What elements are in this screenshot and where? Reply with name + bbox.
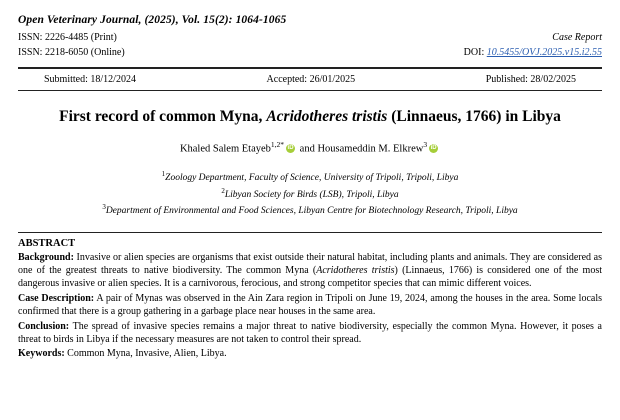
abstract-conclusion-text: The spread of invasive species remains a major threat to native biodiversity, especially the common Myna. However, it poses a threat to birds in Libya if the necessary measures are not taken to control their spread. bbox=[18, 320, 602, 345]
abstract-body bbox=[18, 251, 602, 361]
doi-label: DOI: bbox=[463, 46, 487, 58]
abstract-background-text-1: Invasive or alien species are organisms that exist outside their natural habitat, including plants and animals. They are considered as one of the greatest threats to native biodiversity. The common Myna ( bbox=[18, 251, 602, 276]
abstract-background-species: Acridotheres tristis bbox=[316, 265, 395, 276]
orcid-icon[interactable]: iD bbox=[287, 144, 294, 151]
author-name-2: Housameddin M. Elkrew bbox=[317, 143, 424, 155]
abstract-conclusion-paragraph bbox=[18, 320, 602, 347]
author-2-affiliation-marker: 3 bbox=[423, 140, 428, 150]
abstract-keywords-paragraph bbox=[18, 347, 602, 360]
affiliation-text: Zoology Department, Faculty of Science, University of Tripoli, Tripoli, Libya bbox=[165, 173, 459, 184]
issn-online: ISSN: 2218-6050 (Online) bbox=[18, 46, 125, 58]
abstract-case-text: A pair of Mynas was observed in the Ain Zara region in Tripoli on June 19, 2024, among the houses in the area. Some locals confirmed that there is a group gathering in a garbage place near houses in the same area. bbox=[18, 292, 602, 318]
author-name-1: Khaled Salem Etayeb bbox=[179, 143, 271, 155]
dates-divider-thin bbox=[18, 90, 602, 91]
issn-block bbox=[18, 31, 125, 60]
issn-print: ISSN: 2226-4485 (Print) bbox=[18, 32, 117, 43]
title-part-2: (Linnaeus, 1766) in Libya bbox=[387, 108, 561, 125]
abstract-conclusion-label: Conclusion: bbox=[18, 320, 70, 332]
affiliation-text: Libyan Society for Birds (LSB), Tripoli, Libya bbox=[224, 189, 399, 200]
article-type-label: Case Report bbox=[552, 32, 602, 43]
abstract-case-paragraph bbox=[18, 292, 602, 319]
affiliation-marker: 2 bbox=[221, 186, 225, 195]
abstract-background-text-2: ) (Linnaeus, 1766) is considered one of the most dangerous invasive or alien species. It is a carnivorous, ferocious, and strong competitor species that can mimic different voices. bbox=[18, 265, 602, 290]
affiliation-item bbox=[18, 186, 602, 202]
doi-link[interactable]: 10.5455/OVJ.2025.v15.i2.55 bbox=[486, 46, 602, 58]
affiliation-item bbox=[18, 169, 602, 185]
abstract-divider-top bbox=[18, 232, 602, 233]
abstract-background-label: Background: bbox=[18, 251, 74, 263]
submitted-date: Submitted: 18/12/2024 bbox=[44, 74, 136, 85]
abstract-keywords-text: Common Myna, Invasive, Alien, Libya. bbox=[64, 348, 227, 360]
title-part-1: First record of common Myna, bbox=[59, 108, 267, 125]
affiliation-marker: 1 bbox=[161, 170, 166, 179]
dates-row bbox=[18, 69, 602, 90]
author-1-affiliation-marker: 1,2* bbox=[270, 140, 285, 150]
affiliation-text: Department of Environmental and Food Sciences, Libyan Centre for Biotechnology Research, Tripoli, Libya bbox=[105, 206, 518, 217]
published-date: Published: 28/02/2025 bbox=[485, 74, 576, 85]
abstract-heading: ABSTRACT bbox=[18, 237, 76, 249]
affiliations-block bbox=[18, 169, 602, 218]
abstract-keywords-label: Keywords: bbox=[18, 348, 65, 360]
abstract-case-label: Case Description: bbox=[18, 292, 95, 304]
page-title bbox=[24, 107, 596, 127]
orcid-icon[interactable]: iD bbox=[430, 144, 437, 151]
author-list bbox=[18, 139, 602, 157]
doi-line bbox=[464, 46, 602, 61]
abstract-background-paragraph bbox=[18, 251, 602, 291]
journal-citation-line: Open Veterinary Journal, (2025), Vol. 15(2): 1064-1065 bbox=[18, 14, 287, 26]
doi-block bbox=[464, 31, 602, 60]
accepted-date: Accepted: 26/01/2025 bbox=[266, 74, 356, 85]
affiliation-item bbox=[18, 202, 602, 218]
header-meta-row bbox=[18, 31, 602, 60]
title-species-name: Acridotheres tristis bbox=[266, 108, 388, 125]
affiliation-marker: 3 bbox=[102, 203, 106, 212]
author-connector: and bbox=[297, 143, 318, 155]
